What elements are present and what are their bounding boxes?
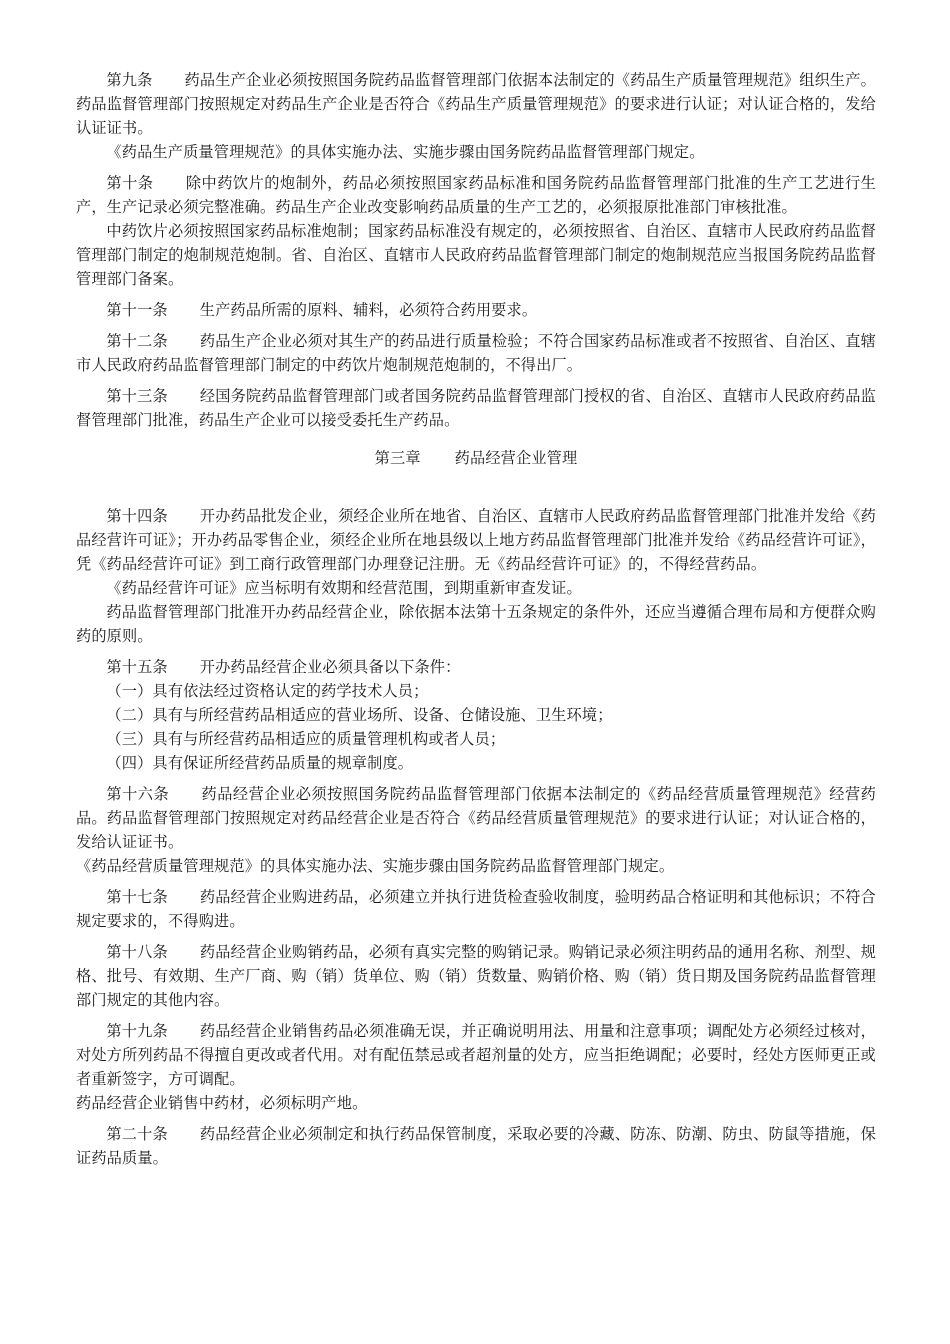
article-number: 第二十条 (106, 1125, 168, 1143)
article-subparagraph: 《药品生产质量管理规范》的具体实施办法、实施步骤由国务院药品监督管理部门规定。 (106, 143, 705, 161)
article-number: 第十三条 (106, 387, 168, 405)
article-text: 药品经营企业必须按照国务院药品监督管理部门依据本法制定的《药品经营质量管理规范》经营药品。药品监督管理部门按照规定对药品经营企业是否符合《药品经营质量管理规范》的要求进行认证；对认证合格的，发给认证证书。 (76, 785, 876, 851)
article-paragraph (76, 298, 876, 322)
article-number: 第十条 (106, 174, 154, 192)
article-subparagraph: 药品监督管理部门批准开办药品经营企业，除依据本法第十五条规定的条件外，还应当遵循合理布局和方便群众购药的原则。 (76, 603, 876, 645)
article-text: 开办药品经营企业必须具备以下条件： (199, 658, 461, 676)
article-paragraph (76, 504, 876, 576)
article-paragraph (76, 940, 876, 1012)
article-subparagraph: （二）具有与所经营药品相适应的营业场所、设备、仓储设施、卫生环境； (106, 706, 613, 724)
article-paragraph (76, 384, 876, 432)
article-text: 经国务院药品监督管理部门或者国务院药品监督管理部门授权的省、自治区、直辖市人民政府药品监督管理部门批准，药品生产企业可以接受委托生产药品。 (76, 387, 876, 429)
article-number: 第十二条 (106, 332, 168, 350)
article-text: 药品经营企业购销药品，必须有真实完整的购销记录。购销记录必须注明药品的通用名称、剂型、规格、批号、有效期、生产厂商、购（销）货单位、购（销）货数量、购销价格、购（销）货日期及国务院药品监督管理部门规定的其他内容。 (76, 943, 876, 1009)
article-text: 生产药品所需的原料、辅料，必须符合药用要求。 (199, 301, 538, 319)
article (76, 504, 876, 648)
article (76, 1019, 876, 1115)
articles-section-1 (76, 68, 876, 432)
article (76, 1122, 876, 1170)
article-number: 第十九条 (106, 1022, 168, 1040)
document-page (76, 68, 876, 1177)
article-number: 第十四条 (106, 507, 168, 525)
article-text: 药品经营企业销售药品必须准确无误，并正确说明用法、用量和注意事项；调配处方必须经过核对，对处方所列药品不得擅自更改或者代用。对有配伍禁忌或者超剂量的处方，应当拒绝调配；必要时，经处方医师更正或者重新签字，方可调配。 (76, 1022, 876, 1088)
article (76, 298, 876, 322)
article-subparagraph: 中药饮片必须按照国家药品标准炮制；国家药品标准没有规定的，必须按照省、自治区、直辖市人民政府药品监督管理部门制定的炮制规范炮制。省、自治区、直辖市人民政府药品监督管理部门制定的炮制规范应当报国务院药品监督管理部门备案。 (76, 222, 876, 288)
article-paragraph (76, 171, 876, 219)
article-subparagraph: 《药品经营质量管理规范》的具体实施办法、实施步骤由国务院药品监督管理部门规定。 (76, 857, 675, 875)
article (76, 782, 876, 878)
articles-section-2 (76, 504, 876, 1170)
article (76, 384, 876, 432)
article-text: 除中药饮片的炮制外，药品必须按照国家药品标准和国务院药品监督管理部门批准的生产工艺进行生产，生产记录必须完整准确。药品生产企业改变影响药品质量的生产工艺的，必须报原批准部门审核批准。 (76, 174, 877, 216)
article-number: 第十八条 (106, 943, 168, 961)
article-subparagraph: 《药品经营许可证》应当标明有效期和经营范围，到期重新审查发证。 (106, 579, 582, 597)
article (76, 68, 876, 164)
article-text: 药品生产企业必须按照国务院药品监督管理部门依据本法制定的《药品生产质量管理规范》组织生产。药品监督管理部门按照规定对药品生产企业是否符合《药品生产质量管理规范》的要求进行认证；对认证合格的，发给认证证书。 (76, 71, 877, 137)
article-number: 第十六条 (106, 785, 170, 803)
article-paragraph (76, 782, 876, 854)
article (76, 171, 876, 291)
article-number: 第十七条 (106, 888, 168, 906)
article-number: 第九条 (106, 71, 153, 89)
article-subparagraph: （三）具有与所经营药品相适应的质量管理机构或者人员； (106, 730, 506, 748)
article-number: 第十一条 (106, 301, 168, 319)
article-subparagraph: （一）具有依法经过资格认定的药学技术人员； (106, 682, 429, 700)
article-text: 药品经营企业必须制定和执行药品保管制度，采取必要的冷藏、防冻、防潮、防虫、防鼠等措施，保证药品质量。 (76, 1125, 876, 1167)
article (76, 655, 876, 775)
chapter-title: 药品经营企业管理 (454, 449, 578, 467)
chapter-heading (76, 446, 876, 470)
article-paragraph (76, 655, 876, 679)
article-subparagraph: 药品经营企业销售中药材，必须标明产地。 (76, 1094, 368, 1112)
article (76, 940, 876, 1012)
article-paragraph (76, 885, 876, 933)
article (76, 329, 876, 377)
article-subparagraph: （四）具有保证所经营药品质量的规章制度。 (106, 754, 414, 772)
article-text: 药品经营企业购进药品，必须建立并执行进货检查验收制度，验明药品合格证明和其他标识；不符合规定要求的，不得购进。 (76, 888, 876, 930)
article-paragraph (76, 68, 876, 140)
article-paragraph (76, 1122, 876, 1170)
article-text: 开办药品批发企业，须经企业所在地省、自治区、直辖市人民政府药品监督管理部门批准并发给《药品经营许可证》；开办药品零售企业，须经企业所在地县级以上地方药品监督管理部门批准并发给《药品经营许可证》，凭《药品经营许可证》到工商行政管理部门办理登记注册。无《药品经营许可证》的，不得经营药品。 (76, 507, 876, 573)
article-paragraph (76, 1019, 876, 1091)
article-paragraph (76, 329, 876, 377)
article-text: 药品生产企业必须对其生产的药品进行质量检验；不符合国家药品标准或者不按照省、自治区、直辖市人民政府药品监督管理部门制定的中药饮片炮制规范炮制的，不得出厂。 (76, 332, 876, 374)
article-number: 第十五条 (106, 658, 168, 676)
article (76, 885, 876, 933)
chapter-number: 第三章 (374, 449, 421, 467)
